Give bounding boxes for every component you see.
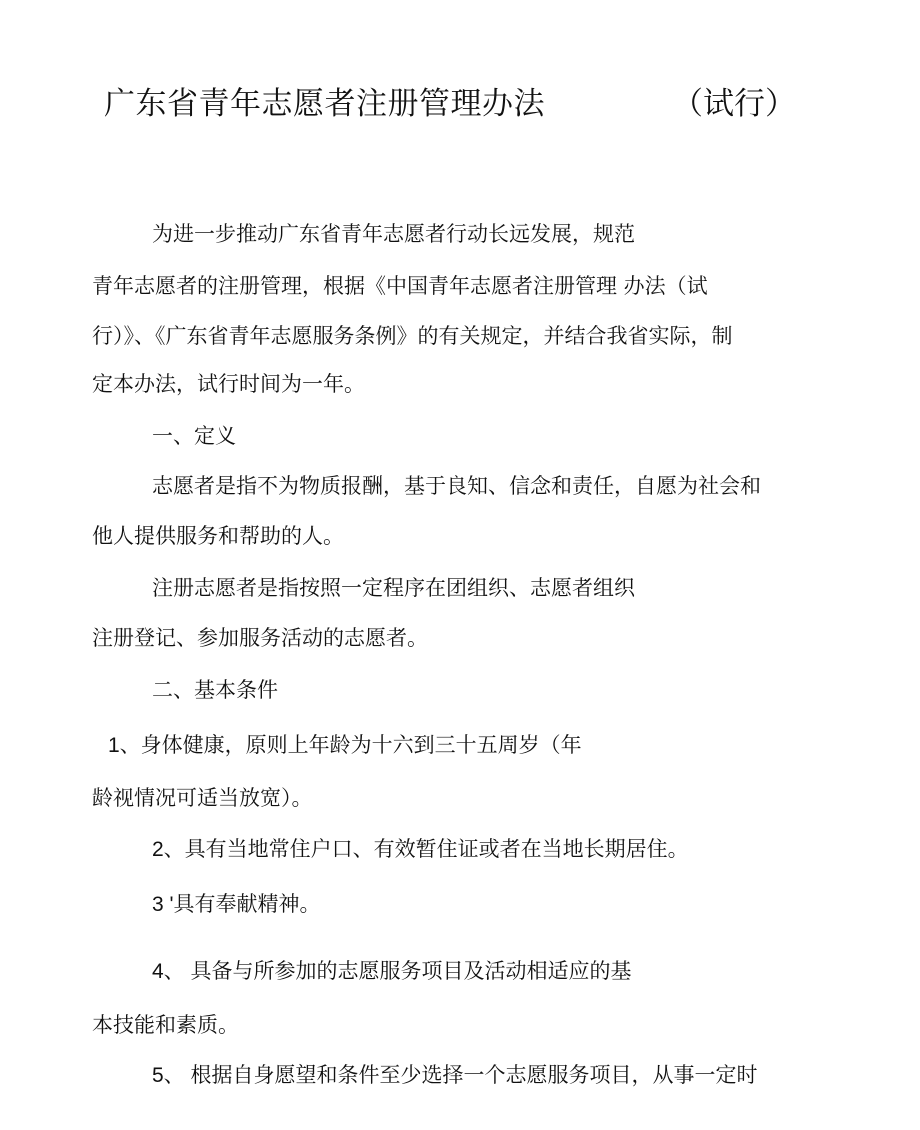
body-line: 定本办法，试行时间为一年。	[92, 372, 365, 396]
body-line: 为进一步推动广东省青年志愿者行动长远发展，规范	[152, 222, 635, 246]
list-item: 5、 根据自身愿望和条件至少选择一个志愿服务项目，从事一定时	[152, 1064, 758, 1087]
body-line: 注册登记、参加服务活动的志愿者。	[92, 626, 428, 650]
list-item: 2、具有当地常住户口、有效暂住证或者在当地长期居住。	[152, 838, 689, 861]
body-line: 龄视情况可适当放宽）。	[92, 786, 313, 810]
body-line: 青年志愿者的注册管理，根据《中国青年志愿者注册管理 办法（试	[92, 274, 708, 298]
body-line: 本技能和素质。	[92, 1013, 239, 1037]
list-item: 4、 具备与所参加的志愿服务项目及活动相适应的基	[152, 960, 632, 983]
section-heading: 一、定义	[152, 424, 236, 448]
body-line: 他人提供服务和帮助的人。	[92, 524, 344, 548]
body-line: 行）》、《广东省青年志愿服务条例》的有关规定，并结合我省实际，制	[92, 324, 733, 348]
document-title: 广东省青年志愿者注册管理办法	[104, 86, 545, 122]
list-item: 1、身体健康，原则上年龄为十六到三十五周岁（年	[108, 734, 582, 757]
list-item: 3 '具有奉献精神。	[152, 893, 321, 916]
body-line: 注册志愿者是指按照一定程序在团组织、志愿者组织	[152, 576, 635, 600]
document-title-suffix: （试行）	[672, 86, 796, 122]
section-heading: 二、基本条件	[152, 678, 278, 702]
body-line: 志愿者是指不为物质报酬，基于良知、信念和责任，自愿为社会和	[152, 474, 761, 498]
